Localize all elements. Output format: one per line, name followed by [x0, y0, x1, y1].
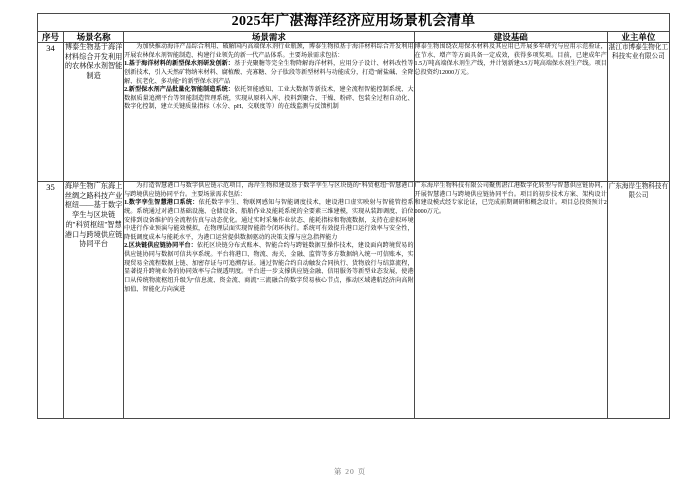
table-header-row: [38, 31, 670, 42]
requirement-intro: 为打造智慧港口与数字供应链示范项目，海岸生物拟建设基于数字孪生与区块链的"科贸枢纽"智慧港口与跨境供应链协同平台。主要场景需求包括：: [124, 182, 414, 198]
table-title-row: [38, 14, 670, 32]
row-owner-unit: 湛江市博泰生物化工科技实业有限公司: [607, 42, 669, 181]
column-header-need: 场景需求: [124, 31, 414, 42]
row-scene-requirement: [124, 42, 414, 181]
requirement-item-text: 依托数字孪生、物联网感知与智能调度技术，建设港口虚实映射与智能管控系统。系统通过对港口基础设施、仓储设备、船舶作业及能耗系统的全要素三维建模，实现从装卸调度、泊位安排到设备维护的全流程仿真与动态优化。通过实时采集作业状态、能耗指标和物流数据，支持在虚拟环境中进行作业预演与能效模拟，在物理层面实现智能指令闭环执行。系统可有效提升港口运行效率与安全性，降低调度成本与能耗水平，为港口运营提供数据驱动的决策支撑与应急指挥能力: [124, 200, 414, 241]
column-header-seq: 序号: [38, 31, 64, 42]
requirement-item: [124, 86, 413, 112]
page-footer: 第 20 页: [333, 467, 367, 476]
row-scene-requirement: [124, 181, 414, 418]
opportunity-list-table: [37, 13, 670, 419]
requirement-item: [124, 60, 413, 86]
table-row: [38, 181, 670, 418]
row-sequence-number: 35: [38, 181, 64, 418]
requirement-item-label: 1.基于海洋材料的新型保水剂研发创新：: [124, 61, 235, 68]
requirement-item-label: 1.数字孪生智慧港口系统：: [124, 200, 199, 207]
row-construction-basis: 广东海岸生物科技有限公司聚焦湛江港数字化转型与智慧供应链协同，开展智慧港口与跨境供应链协同平台。项目的初步技术方案、架构设计和建设模式经专家论证，已完成前期调研和概念设计。项目总投资预计20000万元。: [414, 181, 607, 418]
requirement-item: [124, 199, 413, 242]
requirement-item-label: 2.新型保水剂产品批量化智能制造系统：: [124, 87, 235, 94]
requirement-item-text: 依托区块链分布式账本、智能合约与跨链数据互操作技术，建设面向跨境贸易的供应链协同与数据可信共享系统。平台将港口、物流、海关、金融、监管等多方数据纳入统一可信账本，实现贸易全流程数据上链、加密存证与可追溯存证。通过智能合约自动触发合同执行、货物放行与结算流程，显著提升跨境业务的协同效率与合规透明度。平台进一步支撑供应链金融、信用服务等新型业态发展，使港口从传统物流枢纽升级为"信息流、资金流、商流"三流融合的数字贸易核心节点，推动区域港航经济向高附加值、智能化方向演进: [124, 243, 414, 293]
document-title: 2025年广湛海洋经济应用场景机会清单: [38, 14, 670, 32]
row-sequence-number: 34: [38, 42, 64, 181]
column-header-name: 场景名称: [64, 31, 124, 42]
requirement-item-text: 基于壳聚糖等完全生物降解海洋材料，应用分子设计、材料改性等创新技术，引入天然矿物纳米材料、腐植酸、壳寡糖、分子肽段等新型材料与功能成分，打造"耐盐碱、全降解、抗老化、多功能"的新型保水剂产品: [124, 61, 414, 85]
row-scene-name: 海岸生物广东海上丝绸之路科技产业枢纽——基于数字孪生与区块链的"科贸枢纽"智慧港口与跨境供应链协同平台: [64, 181, 124, 418]
requirement-item-text: 依托智能感知、工业大数据等新技术，建全流程智能控制系统、大数据质量追溯平台等智能制造管理系统，实现从原料入库、投料到聚合、干燥、粉碎、包装全过程自动化、数字化控制，建立关键质量指标（水分、pH、交联度等）的在线监测与反馈机制: [124, 87, 414, 111]
row-owner-unit: 广东海岸生物科技有限公司: [607, 181, 669, 418]
row-scene-name: 博泰生物基于海洋材料综合开发利用的农林保水剂智能制造: [64, 42, 124, 181]
requirement-intro: 为加快推动海洋产品综合利用、破解国内高端保水剂行业瓶颈，博泰生物拟基于海洋材料综合开发利用开展农林保水剂智能制造、构建行业领先的新一代产品体系。主要场景需求包括：: [124, 43, 414, 59]
requirement-item-label: 2.区块链供应链协同平台：: [124, 243, 197, 250]
column-header-owner: 业主单位: [607, 31, 669, 42]
requirement-item: [124, 242, 413, 294]
column-header-base: 建设基础: [414, 31, 607, 42]
table-row: [38, 42, 670, 181]
row-construction-basis: 博泰生物围绕农用保水材料及其应用已开展多年研究与应用示范验证，在节水、增产等方面具备一定成效，获得多项奖项。目前，已建成年产1.5万吨高端保水剂生产线，并计划新建3.5万吨高端保水剂生产线。项目总投资约12000万元。: [414, 42, 607, 181]
